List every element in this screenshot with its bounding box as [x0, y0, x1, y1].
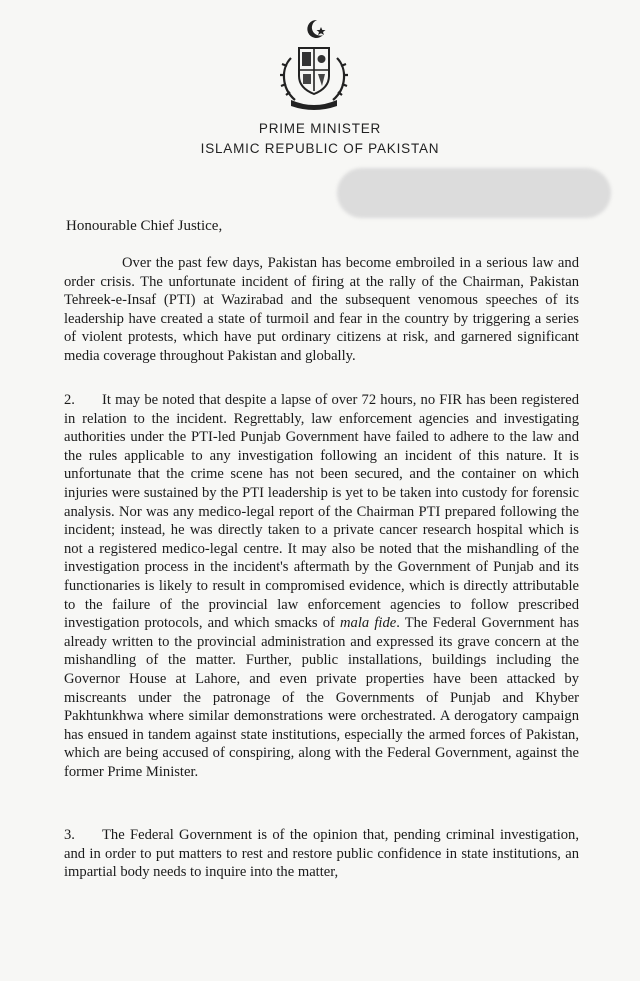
paragraph-2-text-b: . The Federal Government has already written to the provincial administration and expressed its grave concern at the mishandling of the matter. Further, public installations, buildings including the Governor House at Lahore, and even private properties have been attacked by miscreants under the patronage of the Governments of Punjab and Khyber Pakhtunkhwa where similar demonstrations were orchestrated. A derogatory campaign has ensued in tandem against state institutions, especially the armed forces of Pakistan, which are being accused of conspiring, along with the Federal Government, against the former Prime Minister.	[64, 615, 579, 780]
paragraph-3-number: 3.	[64, 827, 75, 843]
paragraph-2-number: 2.	[64, 392, 75, 408]
paragraph-3	[64, 826, 579, 882]
letterhead-title: PRIME MINISTER	[258, 121, 382, 136]
paragraph-2-italic: mala fide	[340, 615, 397, 632]
pakistan-state-emblem-icon	[277, 18, 351, 110]
paragraph-3-text: The Federal Government is of the opinion that, pending criminal investigation, and in order to put matters to rest and restore public confidence in state institutions, an impartial body needs to inquire into the matter,	[64, 827, 579, 881]
paragraph-2	[64, 391, 579, 781]
redacted-region	[337, 168, 611, 218]
paragraph-1-text: Over the past few days, Pakistan has become embroiled in a serious law and order crisis. The unfortunate incident of firing at the rally of the Chairman, Pakistan Tehreek-e-Insaf (PTI) at Wazirabad and the subsequent venomous speeches of its leadership have created a state of turmoil and fear in the country by triggering a series of violent protests, which have put ordinary citizens at risk, and garnered significant media coverage throughout Pakistan and globally.	[64, 255, 579, 364]
paragraph-2-text-a: It may be noted that despite a lapse of over 72 hours, no FIR has been registered in relation to the incident. Regrettably, law enforcement agencies and investigating authorities under the PTI-led Punjab Government have failed to adhere to the law and the rules applicable to any investigation following an incident of this nature. It is unfortunate that the crime scene has not been secured, and the container on which injuries were sustained by the PTI leadership is yet to be taken into custody for forensic analysis. Nor was any medico-legal report of the Chairman PTI prepared following the incident; instead, he was directly taken to a private cancer research hospital which is not a registered medico-legal centre. It may also be noted that the mishandling of the investigation process in the incident's aftermath by the Government of Punjab and its functionaries is likely to result in compromised evidence, which is directly attributable to the failure of the provincial law enforcement agencies to follow prescribed investigation protocols, and which smacks of	[64, 392, 579, 632]
letterhead-subtitle: ISLAMIC REPUBLIC OF PAKISTAN	[200, 141, 440, 156]
salutation: Honourable Chief Justice,	[66, 218, 223, 234]
paragraph-1	[64, 254, 579, 366]
